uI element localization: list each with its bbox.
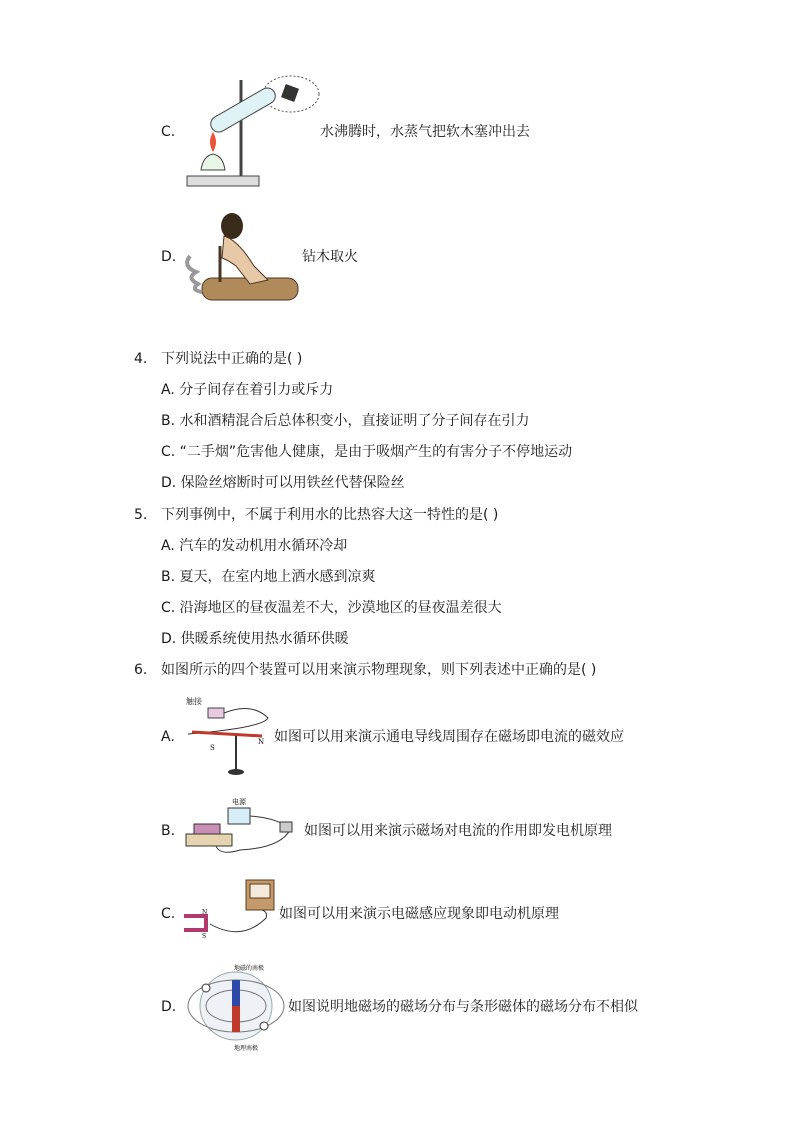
electromagnetic-induction-figure <box>182 878 278 944</box>
motor-principle-figure <box>180 798 304 860</box>
drilling-wood-fire-figure <box>180 206 300 306</box>
q6-option-a-label: A. <box>161 729 175 745</box>
q5-option-a: A. 汽车的发动机用水循环冷却 <box>161 538 348 554</box>
fig-d-label-bottom: 地理南极 <box>234 1045 259 1052</box>
q5-stem: 下列事例中，不属于利用水的比热容大这一特性的是( ) <box>161 507 499 523</box>
fig-a-label-contact: 触接 <box>186 697 202 706</box>
q6-option-b-label: B. <box>161 823 176 839</box>
q4-number: 4. <box>134 351 148 367</box>
oersted-experiment-figure <box>182 694 274 778</box>
q5-option-b: B. 夏天，在室内地上洒水感到凉爽 <box>161 569 376 585</box>
svg-text:N: N <box>202 909 208 916</box>
q6-option-a-text: 如图可以用来演示通电导线周围存在磁场即电流的磁效应 <box>274 729 624 745</box>
q6-option-b-text: 如图可以用来演示磁场对电流的作用即发电机原理 <box>304 823 612 839</box>
q4-stem: 下列说法中正确的是( ) <box>161 351 303 367</box>
q5-option-d: D. 供暖系统使用热水循环供暖 <box>161 631 349 647</box>
fig-b-label-power: 电源 <box>232 798 246 806</box>
q5-number: 5. <box>134 507 148 523</box>
q6-stem: 如图所示的四个装置可以用来演示物理现象，则下列表述中正确的是( ) <box>161 662 597 678</box>
q3-option-c-label: C. <box>161 124 176 140</box>
fig-d-label-top: 地磁的南极 <box>234 965 265 972</box>
svg-text:S: S <box>202 933 207 940</box>
earth-magnetic-field-figure <box>184 960 288 1052</box>
q4-option-a: A. 分子间存在着引力或斥力 <box>161 382 334 398</box>
q4-option-b: B. 水和酒精混合后总体积变小，直接证明了分子间存在引力 <box>161 413 530 429</box>
q6-number: 6. <box>134 662 148 678</box>
q6-option-c-label: C. <box>161 906 176 922</box>
q3-option-d-text: 钻木取火 <box>302 249 358 265</box>
boiling-tube-figure <box>183 72 333 190</box>
q4-option-c: C. “二手烟”危害他人健康，是由于吸烟产生的有害分子不停地运动 <box>161 444 573 460</box>
q6-option-c-text: 如图可以用来演示电磁感应现象即电动机原理 <box>279 906 559 922</box>
q6-option-d-text: 如图说明地磁场的磁场分布与条形磁体的磁场分布不相似 <box>288 999 638 1015</box>
q4-option-d: D. 保险丝熔断时可以用铁丝代替保险丝 <box>161 475 405 491</box>
q3-option-c-text: 水沸腾时，水蒸气把软木塞冲出去 <box>320 124 530 140</box>
svg-text:N: N <box>258 738 265 746</box>
q5-option-c: C. 沿海地区的昼夜温差不大，沙漠地区的昼夜温差很大 <box>161 600 502 616</box>
q6-option-d-label: D. <box>161 999 177 1015</box>
svg-text:S: S <box>210 744 215 752</box>
q3-option-d-label: D. <box>161 249 177 265</box>
